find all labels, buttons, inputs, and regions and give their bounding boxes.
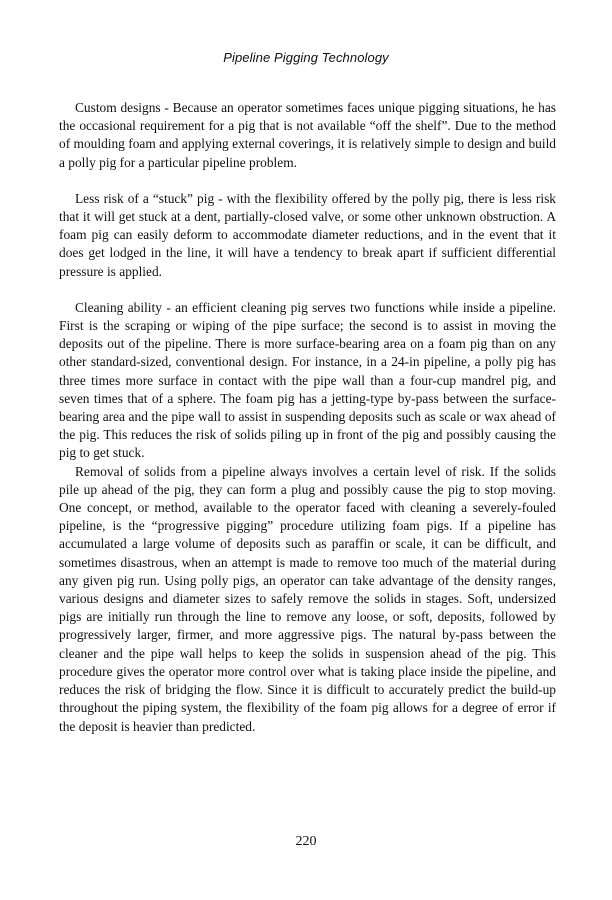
- paragraph-less-risk-stuck-pig: Less risk of a “stuck” pig - with the flexibility offered by the polly pig, there is less risk that it will get stuck at a dent, partially-closed valve, or some other unknown obstruction. A foam pig can easily deform to accommodate diameter reductions, and in the event that it does get lodged in the line, it will have a tendency to break apart if sufficient differential pressure is applied.: [59, 190, 556, 279]
- body-text: [59, 99, 556, 736]
- paragraph-cleaning-ability: Cleaning ability - an efficient cleaning pig serves two functions while inside a pipeline. First is the scraping or wiping of the pipe surface; the second is to assist in moving the deposits out of the pipeline. There is more surface-bearing area on a foam pig than on any other standard-sized, conventional design. For instance, in a 24-in pipeline, a polly pig has three times more surface in contact with the pipe wall than a four-cup mandrel pig, and seven times that of a sphere. The foam pig has a jetting-type by-pass between the surface-bearing area and the pipe wall to assist in suspending deposits such as scale or wax ahead of the pig. This reduces the risk of solids piling up in front of the pig and possibly causing the pig to get stuck.: [59, 299, 556, 461]
- paragraph-removal-of-solids: Removal of solids from a pipeline always involves a certain level of risk. If the solids pile up ahead of the pig, they can form a plug and possibly cause the pig to stop moving. One concept, or method, available to the operator faced with cleaning a severely-fouled pipeline, is the “progressive pigging” procedure utilizing foam pigs. If a pipeline has accumulated a large volume of deposits such as paraffin or scale, it can be difficult, and sometimes disastrous, when an attempt is made to remove too much of the material during any given pig run. Using polly pigs, an operator can take advantage of the density ranges, various designs and diameter sizes to safely remove the solids in stages. Soft, undersized pigs are initially run through the line to remove any loose, or soft, deposits, followed by progressively larger, firmer, and more aggressive pigs. The natural by-pass between the cleaner and the pipe wall helps to keep the solids in suspension ahead of the pig. This procedure gives the operator more control over what is taking place inside the pipeline, and reduces the risk of bridging the flow. Since it is difficult to accurately predict the build-up throughout the piping system, the flexibility of the foam pig allows for a degree of error if the deposit is heavier than predicted.: [59, 463, 556, 734]
- running-header-title: Pipeline Pigging Technology: [223, 50, 389, 65]
- paragraph-custom-designs: Custom designs - Because an operator sometimes faces unique pigging situations, he has the occasional requirement for a pig that is not available “off the shelf”. Due to the method of moulding foam and applying external coverings, it is relatively simple to design and build a polly pig for a particular pipeline problem.: [59, 100, 556, 170]
- page-number: 220: [295, 834, 317, 849]
